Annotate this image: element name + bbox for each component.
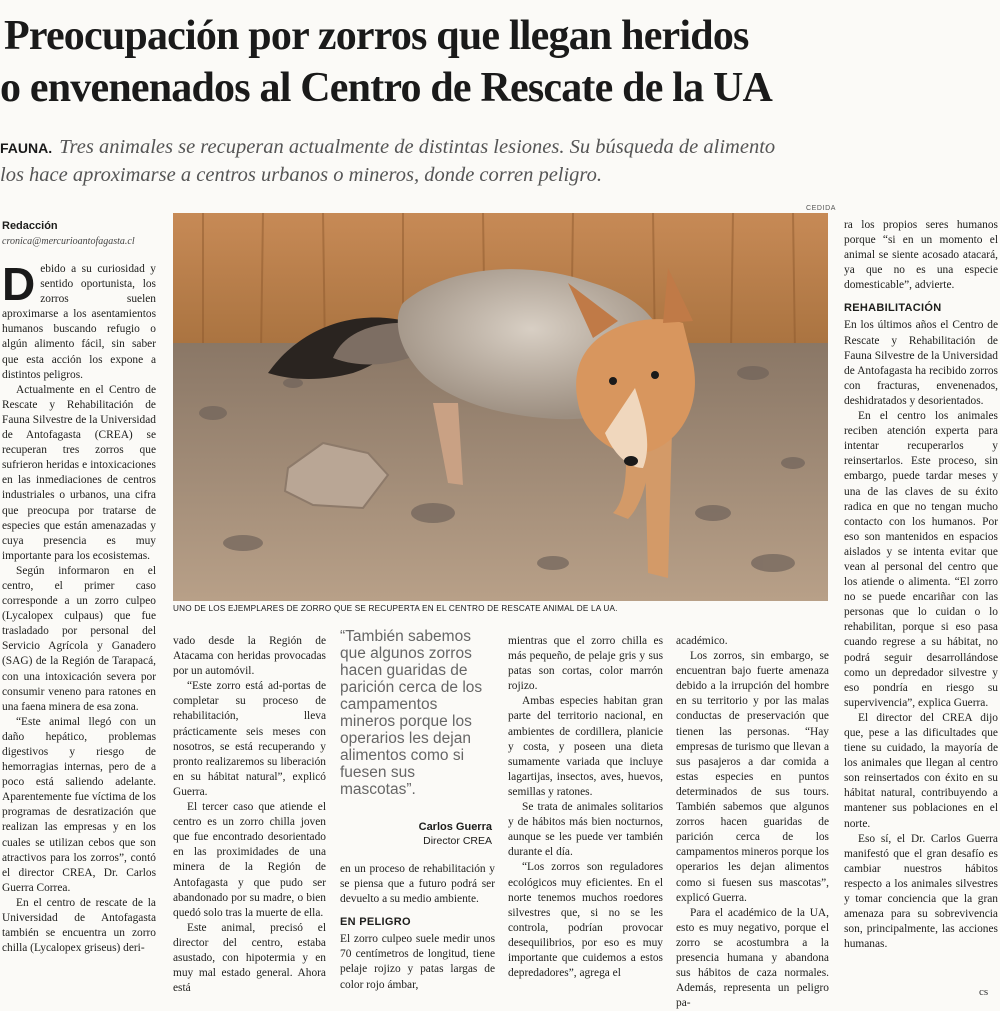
drop-cap: D xyxy=(2,258,36,310)
lede-text-1: Tres animales se recuperan actualmente de distintas lesiones. Su búsqueda de alimento xyxy=(59,136,776,158)
article-column-3 xyxy=(340,862,495,998)
section-heading: EN PELIGRO xyxy=(340,916,411,929)
paragraph: en un proceso de rehabilitación y se piensa que a futuro podrá ser devuelto a su medio ambiente. xyxy=(340,863,495,906)
paragraph: En el centro los animales reciben atención experta para intentar recuperarlos y reinsertarlos. Este proceso, sin embargo, puede tardar meses y una de las claves de su éxito radica en que no tengan mucho contacto con los humanos. Por eso son mantenidos en espacios aislados y se intenta evitar que vean al personal del centro que los atiende o alimenta. “El zorro no se puede encariñar con las personas que lo cuidan o lo rehabilitan, porque si eso pasa cuando regrese a su hábitat, no podrá seguir desarrollándose como un depredador silvestre y eso pondría en riesgo su supervivencia”, explica Guerra. xyxy=(844,410,998,709)
pull-quote: “También sabemos que algunos zorros hacen guaridas de parición cerca de los campamentos mineros porque los operarios les dejan alimentos como si fuesen sus mascotas”. xyxy=(340,628,483,798)
photo-caption: UNO DE LOS EJEMPLARES DE ZORRO QUE SE RECUPERTA EN EL CENTRO DE RESCATE ANIMAL DE LA UA. xyxy=(173,604,618,613)
paragraph: “Este zorro está ad-portas de completar su proceso de rehabilitación, lleva prácticamente seis meses con nosotros, se está recuperando y pronto realizaremos su liberación en su hábitat natural”, explicó Guerra. xyxy=(173,680,326,798)
paragraph: Los zorros, sin embargo, se encuentran bajo fuerte amenaza debido a la irrupción del hombre en su territorio y por las malas conductas de preservación que tienen las personas. “Hay empresas de turismo que llevan a sus pasajeros a dar comida a estas especies en puntos determinados de sus tours. También sabemos que algunos zorros hacen guaridas de parición cerca de los campamentos mineros porque los operarios les dejan alimentos como si fuesen sus mascotas”, explicó Guerra. xyxy=(676,650,829,904)
paragraph: “Los zorros son reguladores ecológicos muy eficientes. En el norte tenemos muchos roedores silvestres que, si no se les controla, podrían provocar desequilibrios, por eso es muy importante que cuidemos a estos depredadores”, agrega el xyxy=(508,861,663,980)
paragraph: El tercer caso que atiende el centro es un zorro chilla joven que fue encontrado desorientado en las proximidades de una minera de la Región de Antofagasta y que pudo ser abandonado por su madre, o bien quedó solo tras la muerte de ella. xyxy=(173,801,326,919)
paragraph: académico. xyxy=(676,635,728,647)
paragraph: Para el académico de la UA, esto es muy negativo, porque el zorro se acostumbra a la presencia humana y abandona sus hábitos de caza normales. Además, representa un peligro pa- xyxy=(676,906,829,1010)
paragraph: En el centro de rescate de la Universidad de Antofagasta también se encuentra un zorro chilla (Lycalopex griseus) deri- xyxy=(2,896,156,955)
paragraph: ra los propios seres humanos porque “si en un momento el animal se siente acosado atacará, ya que no es una especie domesticable”, advierte. xyxy=(844,219,998,292)
fox-illustration xyxy=(173,213,828,601)
headline-line-2: o envenenados al Centro de Rescate de la UA xyxy=(0,65,773,111)
article-column-5 xyxy=(676,634,829,1010)
paragraph: Según informaron en el centro, el primer caso corresponde a un zorro culpeo (Lycalopex culpaus) que fue trasladado por personal del Servicio Agrícola y Ganadero (SAG) de la Región de Tarapacá, con una intoxicación severa por consumir veneno para ratones en una faena minera de esa zona. xyxy=(2,564,156,713)
lede-text-2: los hace aproximarse a centros urbanos o mineros, donde corren peligro. xyxy=(0,164,603,186)
article-column-2 xyxy=(173,634,326,998)
article-column-1 xyxy=(2,258,156,997)
paragraph-text: ebido a su curiosidad y sentido oportunista, los zorros suelen aproximarse a los asentamientos humanos buscando refugio o algún alimento fácil, sin saber que esta acción los expone a distintos peligros. xyxy=(2,263,156,381)
headline xyxy=(0,10,1000,114)
paragraph xyxy=(2,258,156,383)
paragraph: mientras que el zorro chilla es más pequeño, de pelaje gris y sus patas son cortas, color marrón rojizo. xyxy=(508,635,663,693)
fox-photo xyxy=(173,213,828,601)
lede-line-1 xyxy=(0,134,1000,162)
paragraph: El zorro culpeo suele medir unos 70 centímetros de longitud, tiene pelaje rojizo y patas largas de color rojo ámbar, xyxy=(340,933,495,991)
paragraph: Actualmente en el Centro de Rescate y Rehabilitación de Fauna Silvestre de la Universidad de Antofagasta (CREA) se recuperan tres zorros que sufrieron heridas e intoxicaciones en las inmediaciones de centros industriales o urbanos, una cifra que preocupa por tratarse de especies que están amenazadas y cuya presencia es muy importante para los ecosistemas. xyxy=(2,383,156,562)
photo-credit: CEDIDA xyxy=(806,205,837,212)
paragraph: Ambas especies habitan gran parte del territorio nacional, en ambientes de cordillera, planicie y costa, y poseen una dieta sumamente variada que incluye lagartijas, insectos, aves, huevos, semillas y ratones. xyxy=(508,695,663,798)
lede xyxy=(0,134,1000,189)
end-mark: cs xyxy=(979,986,989,998)
byline-email: cronica@mercurioantofagasta.cl xyxy=(2,236,135,247)
pull-quote-attribution xyxy=(340,820,492,848)
paragraph: Eso sí, el Dr. Carlos Guerra manifestó que el gran desafío es cambiar nuestros hábitos respecto a los animales silvestres y tomar conciencia que la gran amenaza para su sobrevivencia son, principalmente, las acciones humanas. xyxy=(844,832,998,951)
section-heading: REHABILITACIÓN xyxy=(844,302,942,315)
byline xyxy=(2,219,162,249)
section-kicker: FAUNA. xyxy=(0,140,53,156)
pull-quote-name: Carlos Guerra xyxy=(418,821,492,833)
pull-quote-role: Director CREA xyxy=(423,835,492,847)
article-column-4 xyxy=(508,634,663,998)
byline-author: Redacción xyxy=(2,220,58,232)
headline-line-1: Preocupación por zorros que llegan heridos xyxy=(4,13,749,59)
paragraph: “Este animal llegó con un daño hepático, problemas digestivos y riesgo de hemorragias internas, pero de a poco está saliendo adelante. Aparentemente fue víctima de los programas de desratización que realizan las empresas y en los cuales se utilizan cebos que son atractivos para los zorros”, contó el director CREA, Dr. Carlos Guerra Correa. xyxy=(2,715,156,894)
article-column-6 xyxy=(844,218,998,988)
paragraph: vado desde la Región de Atacama con heridas provocadas por un automóvil. xyxy=(173,635,326,678)
paragraph: Este animal, precisó el director del centro, estaba asustado, con hipotermia y en muy mal estado general. Ahora está xyxy=(173,921,326,995)
paragraph: Se trata de animales solitarios y de hábitos más bien nocturnos, aunque se les puede ver también durante el día. xyxy=(508,801,663,859)
paragraph: El director del CREA dijo que, pese a las dificultades que tiene su cuidado, la mayoría de los animales que llegan al centro son reinsertados con éxito en su hábitat natural, contribuyendo a mantener sus poblaciones en el norte. xyxy=(844,711,998,830)
paragraph: En los últimos años el Centro de Rescate y Rehabilitación de Fauna Silvestre de la Universidad de Antofagasta ha recibido zorros con fracturas, envenenados, deshidratados y desorientados. xyxy=(844,319,998,407)
